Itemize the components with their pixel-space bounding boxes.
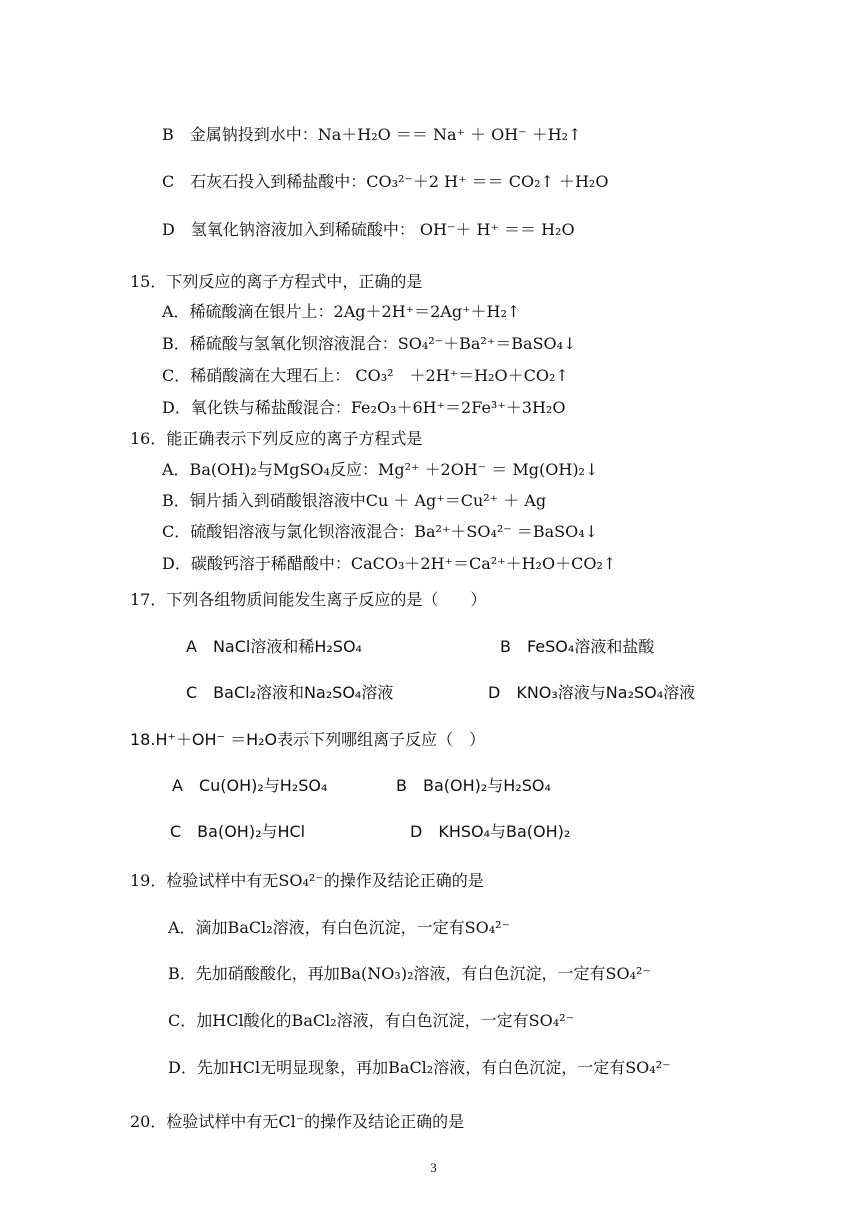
option-18a: A Cu(OH)₂与H₂SO₄ — [172, 776, 328, 795]
option-17d: D KNO₃溶液与Na₂SO₄溶液 — [488, 683, 696, 702]
option-18d: D KHSO₄与Ba(OH)₂ — [410, 822, 571, 841]
option-15c: C．稀硝酸滴在大理石上： CO₃² ＋2H⁺＝H₂O＋CO₂↑ — [162, 366, 569, 385]
option-15b: B．稀硫酸与氢氧化钡溶液混合：SO₄²⁻＋Ba²⁺＝BaSO₄↓ — [162, 334, 577, 353]
option-18b: B Ba(OH)₂与H₂SO₄ — [396, 776, 551, 795]
option-19a: A．滴加BaCl₂溶液，有白色沉淀，一定有SO₄²⁻ — [168, 918, 510, 937]
question-19: 19．检验试样中有无SO₄²⁻的操作及结论正确的是 — [130, 871, 484, 890]
option-14b: B 金属钠投到水中：Na＋H₂O ＝＝ Na⁺ ＋ OH⁻ ＋H₂↑ — [162, 125, 582, 144]
option-19c: C．加HCl酸化的BaCl₂溶液，有白色沉淀，一定有SO₄²⁻ — [168, 1011, 574, 1030]
option-18c: C Ba(OH)₂与HCl — [170, 822, 306, 841]
option-15d: D．氧化铁与稀盐酸混合：Fe₂O₃＋6H⁺＝2Fe³⁺＋3H₂O — [162, 398, 566, 417]
option-14d: D 氢氧化钠溶液加入到稀硫酸中： OH⁻＋ H⁺ ＝＝ H₂O — [162, 220, 575, 239]
question-20: 20．检验试样中有无Cl⁻的操作及结论正确的是 — [130, 1112, 465, 1131]
page-number: 3 — [430, 1160, 437, 1175]
option-17b: B FeSO₄溶液和盐酸 — [500, 637, 655, 656]
option-19b: B．先加硝酸酸化，再加Ba(NO₃)₂溶液，有白色沉淀，一定有SO₄²⁻ — [168, 964, 651, 983]
question-16: 16．能正确表示下列反应的离子方程式是 — [130, 429, 423, 448]
option-16c: C．硫酸铝溶液与氯化钡溶液混合：Ba²⁺＋SO₄²⁻ ＝BaSO₄↓ — [162, 522, 599, 541]
option-19d: D．先加HCl无明显现象，再加BaCl₂溶液，有白色沉淀，一定有SO₄²⁻ — [168, 1058, 671, 1077]
question-18: 18.H⁺＋OH⁻ ＝H₂O表示下列哪组离子反应（ ） — [130, 730, 486, 749]
option-17a: A NaCl溶液和稀H₂SO₄ — [186, 637, 362, 656]
option-15a: A．稀硫酸滴在银片上：2Ag＋2H⁺＝2Ag⁺＋H₂↑ — [162, 302, 521, 321]
option-16b: B．铜片插入到硝酸银溶液中Cu ＋ Ag⁺＝Cu²⁺ ＋ Ag — [162, 491, 547, 510]
question-15: 15．下列反应的离子方程式中，正确的是 — [130, 272, 423, 291]
option-17c: C BaCl₂溶液和Na₂SO₄溶液 — [186, 683, 394, 702]
option-16d: D．碳酸钙溶于稀醋酸中：CaCO₃＋2H⁺＝Ca²⁺＋H₂O＋CO₂↑ — [162, 554, 617, 573]
question-17: 17．下列各组物质间能发生离子反应的是（ ） — [130, 590, 487, 609]
option-16a: A．Ba(OH)₂与MgSO₄反应：Mg²⁺ ＋2OH⁻ ＝ Mg(OH)₂↓ — [162, 460, 599, 479]
option-14c: C 石灰石投入到稀盐酸中：CO₃²⁻＋2 H⁺ ＝＝ CO₂↑ ＋H₂O — [162, 172, 609, 191]
